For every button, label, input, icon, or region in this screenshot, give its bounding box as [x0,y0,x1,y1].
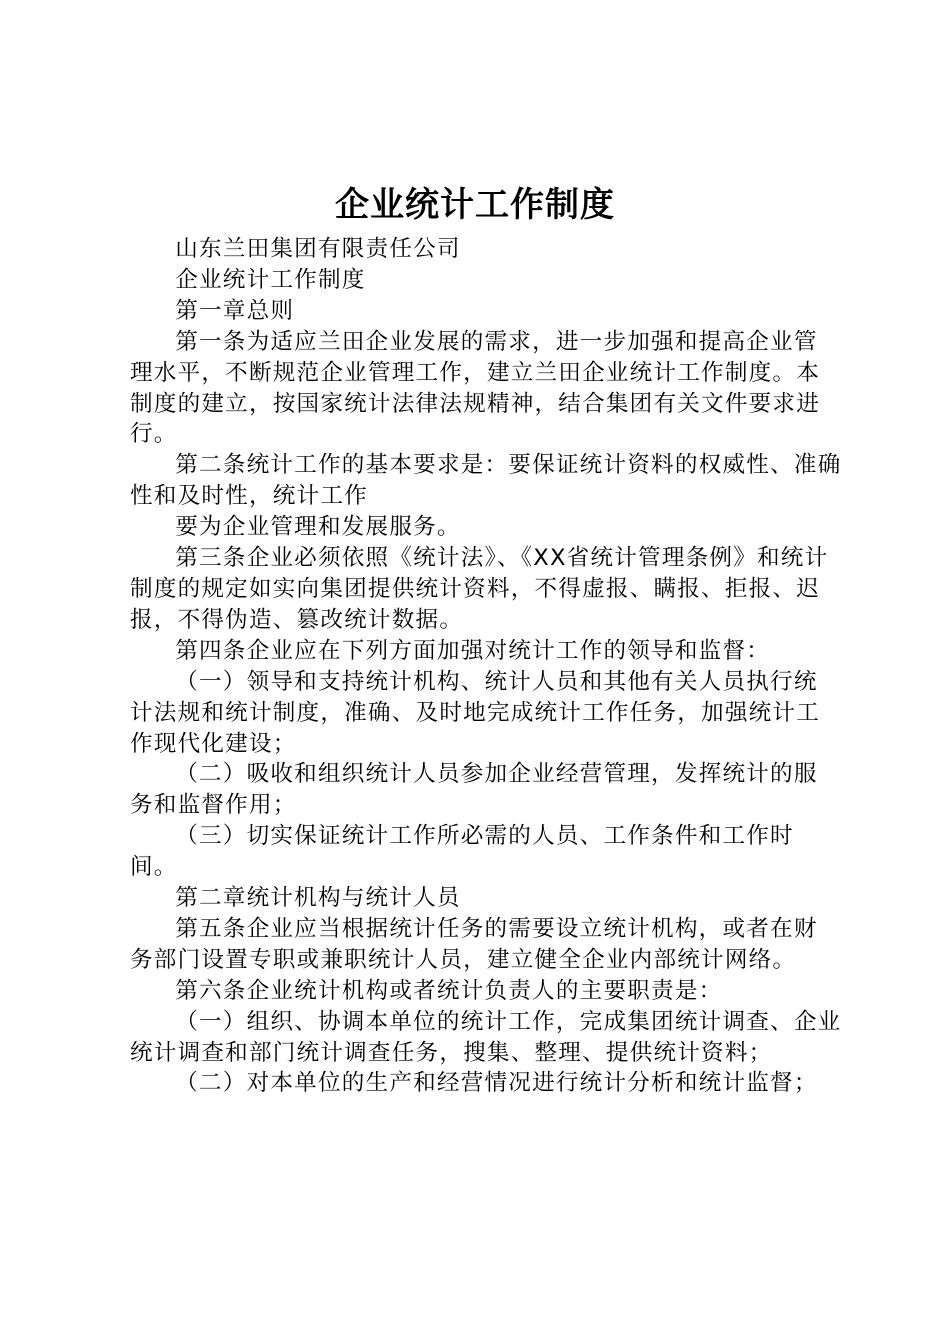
document-body [130,234,842,1099]
chapter-heading-1: 第一章总则 [175,297,295,324]
paragraph-article-2: 第二条统计工作的基本要求是：要保证统计资料的权威性、准确性和及时性，统计工作 [130,452,842,510]
paragraph-article-4: 第四条企业应在下列方面加强对统计工作的领导和监督： [175,637,771,664]
paragraph-article-5: 第五条企业应当根据统计任务的需要设立统计机构，或者在财务部门设置专职或兼职统计人员，建立健全企业内部统计网络。 [130,915,818,973]
paragraph-article-6-item-1: （一）组织、协调本单位的统计工作，完成集团统计调查、企业统计调查和部门统计调查任务，搜集、整理、提供统计资料； [130,1008,842,1066]
paragraph-article-6: 第六条企业统计机构或者统计负责人的主要职责是： [175,977,723,1004]
paragraph-article-4-item-1: （一）领导和支持统计机构、统计人员和其他有关人员执行统计法规和统计制度，准确、及时地完成统计工作任务，加强统计工作现代化建设； [130,668,821,757]
paragraph-company-name: 山东兰田集团有限责任公司 [175,236,461,262]
paragraph-subtitle: 企业统计工作制度 [175,266,366,293]
paragraph-article-6-item-2: （二）对本单位的生产和经营情况进行统计分析和统计监督； [175,1070,818,1097]
paragraph-article-3: 第三条企业必须依照《统计法》、《XX省统计管理条例》和统计制度的规定如实向集团提供统计资料，不得虚报、瞒报、拒报、迟报，不得伪造、篡改统计数据。 [130,545,829,633]
chapter-heading-2: 第二章统计机构与统计人员 [175,885,461,912]
paragraph-article-4-item-2: （二）吸收和组织统计人员参加企业经营管理，发挥统计的服务和监督作用； [130,761,818,819]
paragraph-article-4-item-3: （三）切实保证统计工作所必需的人员、工作条件和工作时间。 [130,823,794,881]
paragraph-article-2-cont: 要为企业管理和发展服务。 [175,514,461,541]
paragraph-article-1: 第一条为适应兰田企业发展的需求，进一步加强和提高企业管理水平，不断规范企业管理工作，建立兰田企业统计工作制度。本制度的建立，按国家统计法律法规精神，结合集团有关文件要求进行。 [130,328,821,448]
document-title: 企业统计工作制度 [335,185,615,225]
